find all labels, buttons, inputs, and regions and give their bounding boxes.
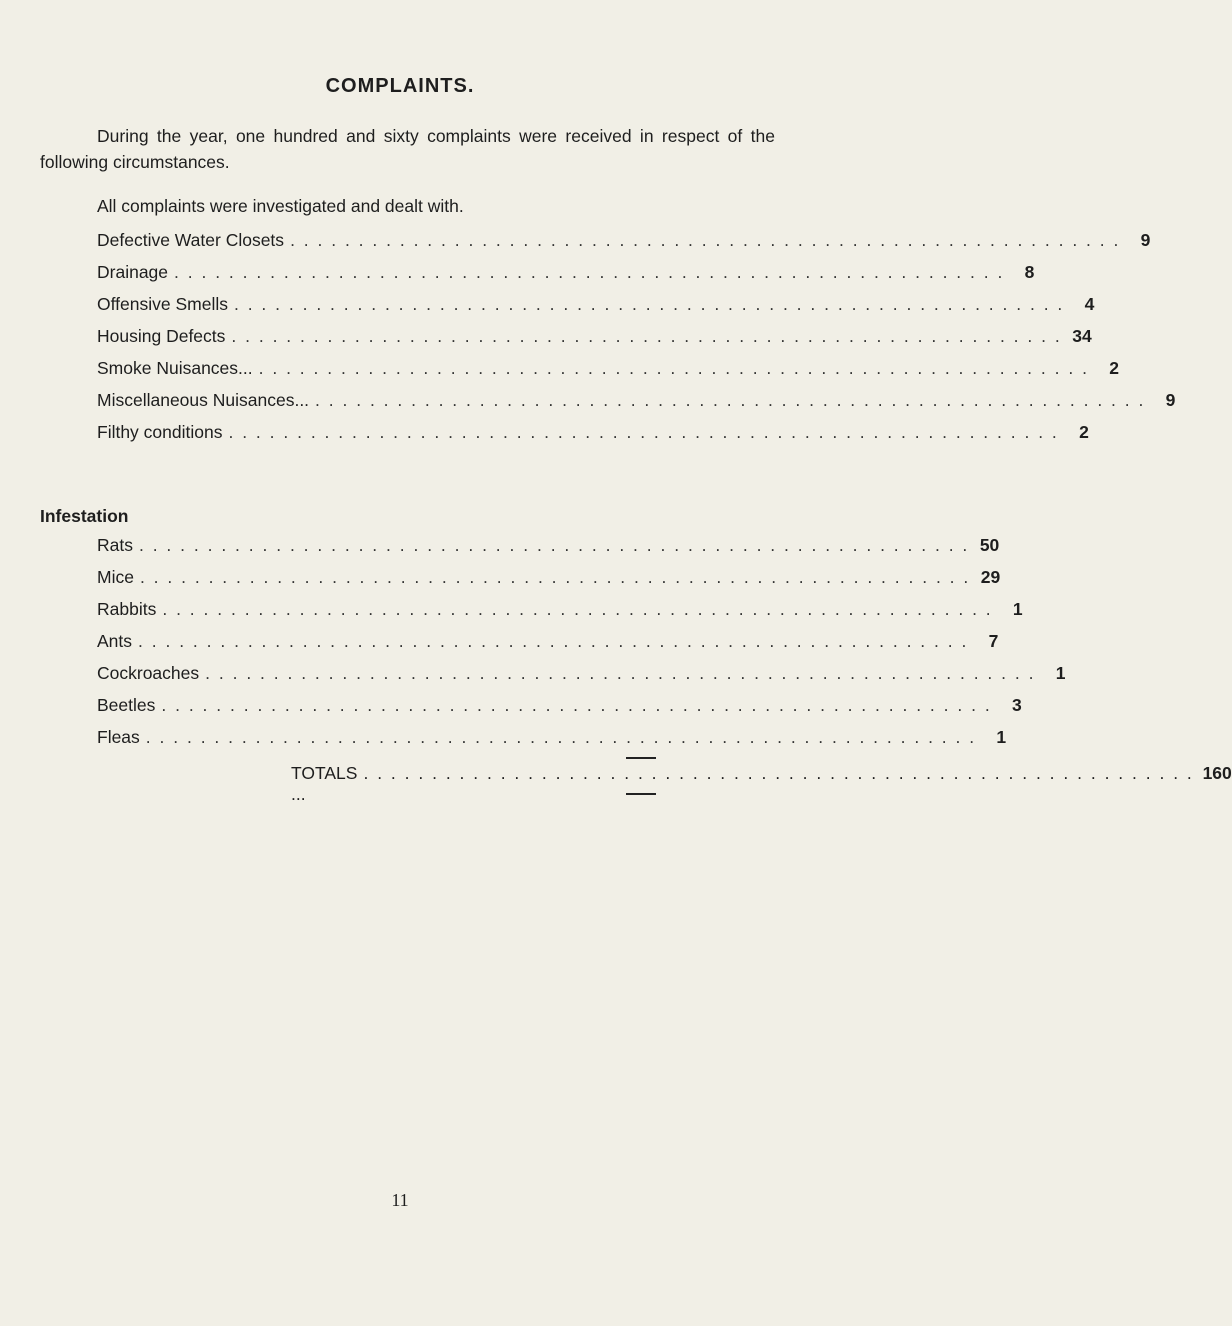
list-item (97, 294, 1095, 326)
item-label: Beetles (97, 695, 156, 715)
item-label: Rabbits (97, 599, 157, 619)
item-label: Drainage (97, 262, 169, 282)
leader-dots: . . . . . . . . . . . . . . . . . . . . . . . . . . . . . . . . . . . . . . . . . . . . . . . . . . . . . . . . . . . . . (205, 663, 1036, 683)
list-item (97, 262, 1035, 294)
item-value: 1 (996, 727, 1007, 747)
list-item (97, 567, 1001, 599)
item-label: Smoke Nuisances... (97, 358, 253, 378)
item-label: Rats (97, 535, 133, 555)
list-item (97, 535, 1000, 567)
leader-dots: . . . . . . . . . . . . . . . . . . . . . . . . . . . . . . . . . . . . . . . . . . . . . . . . . . . . . . . . . . . . . (139, 567, 971, 587)
list-item (97, 422, 1089, 454)
item-value: 34 (1072, 326, 1092, 346)
item-label: Defective Water Closets (97, 230, 285, 250)
page-title: COMPLAINTS. (325, 75, 475, 97)
list-item (97, 631, 999, 663)
infestation-list (97, 535, 1066, 759)
list-item (97, 727, 1007, 759)
item-value: 2 (1079, 422, 1089, 442)
item-label: Fleas (97, 727, 140, 747)
leader-dots: . . . . . . . . . . . . . . . . . . . . . . . . . . . . . . . . . . . . . . . . . . . . . . . . . . . . . . . . . . . . . (228, 422, 1059, 442)
totals-top-rule (626, 757, 656, 759)
leader-dots: . . . . . . . . . . . . . . . . . . . . . . . . . . . . . . . . . . . . . . . . . . . . . . . . . . . . . . . . . . . . . (258, 358, 1089, 378)
leader-dots: . . . . . . . . . . . . . . . . . . . . . . . . . . . . . . . . . . . . . . . . . . . . . . . . . . . . . . . . . . . . . (138, 535, 970, 555)
item-value: 9 (1140, 230, 1151, 250)
leader-dots: . . . . . . . . . . . . . . . . . . . . . . . . . . . . . . . . . . . . . . . . . . . . . . . . . . . . . . . . . . . . . (162, 599, 993, 619)
item-label: Offensive Smells (97, 294, 228, 314)
item-value: 4 (1084, 294, 1095, 314)
list-item (97, 695, 1022, 727)
list-item (97, 230, 1151, 262)
item-value: 7 (988, 631, 999, 651)
item-value: 1 (1055, 663, 1066, 683)
item-value: 3 (1011, 695, 1022, 715)
list-item (97, 663, 1066, 695)
leader-dots: . . . . . . . . . . . . . . . . . . . . . . . . . . . . . . . . . . . . . . . . . . . . . . . . . . . . . . . . . . . . . (315, 390, 1146, 410)
complaints-list (97, 230, 1176, 454)
totals-value: 160 (1202, 763, 1232, 783)
investigation-note: All complaints were investigated and dealt with. (97, 196, 464, 216)
item-value: 29 (980, 567, 1001, 587)
infestation-heading: Infestation (40, 506, 129, 526)
leader-dots: . . . . . . . . . . . . . . . . . . . . . . . . . . . . . . . . . . . . . . . . . . . . . . . . . . . . . . . . . . . . . (161, 695, 992, 715)
item-label: Filthy conditions (97, 422, 223, 442)
leader-dots: . . . . . . . . . . . . . . . . . . . . . . . . . . . . . . . . . . . . . . . . . . . . . . . . . . . . . . . . . . . . . (231, 326, 1062, 346)
item-value: 8 (1024, 262, 1035, 282)
page-number: 11 (391, 1190, 409, 1210)
intro-paragraph: During the year, one hundred and sixty complaints were received in respect of the following circumstances. (40, 126, 775, 172)
item-label: Ants (97, 631, 133, 651)
totals-bottom-rule (626, 793, 656, 795)
leader-dots: . . . . . . . . . . . . . . . . . . . . . . . . . . . . . . . . . . . . . . . . . . . . . . . . . . . . . . . . . . . . . (290, 230, 1121, 250)
item-label: Mice (97, 567, 134, 587)
list-item (97, 599, 1023, 631)
totals-row (291, 763, 1232, 805)
item-label: Housing Defects (97, 326, 226, 346)
leader-dots: . . . . . . . . . . . . . . . . . . . . . . . . . . . . . . . . . . . . . . . . . . . . . . . . . . . . . . . . . . . . . (145, 727, 977, 747)
item-value: 2 (1109, 358, 1119, 378)
leader-dots: . . . . . . . . . . . . . . . . . . . . . . . . . . . . . . . . . . . . . . . . . . . . . . . . . . . . . . . . . . . . . (174, 262, 1005, 282)
item-label: Miscellaneous Nuisances... (97, 390, 310, 410)
list-item (97, 390, 1176, 422)
item-value: 1 (1012, 599, 1023, 619)
leader-dots: . . . . . . . . . . . . . . . . . . . . . . . . . . . . . . . . . . . . . . . . . . . . . . . . . . . . . . . . . . . . . (138, 631, 969, 651)
leader-dots: . . . . . . . . . . . . . . . . . . . . . . . . . . . . . . . . . . . . . . . . . . . . . . . . . . . . . . . . . . . . . (363, 763, 1194, 783)
totals-label: TOTALS ... (291, 763, 358, 804)
leader-dots: . . . . . . . . . . . . . . . . . . . . . . . . . . . . . . . . . . . . . . . . . . . . . . . . . . . . . . . . . . . . . (233, 294, 1065, 314)
item-value: 9 (1165, 390, 1176, 410)
item-label: Cockroaches (97, 663, 200, 683)
item-value: 50 (979, 535, 1000, 555)
list-item (97, 326, 1092, 358)
list-item (97, 358, 1119, 390)
